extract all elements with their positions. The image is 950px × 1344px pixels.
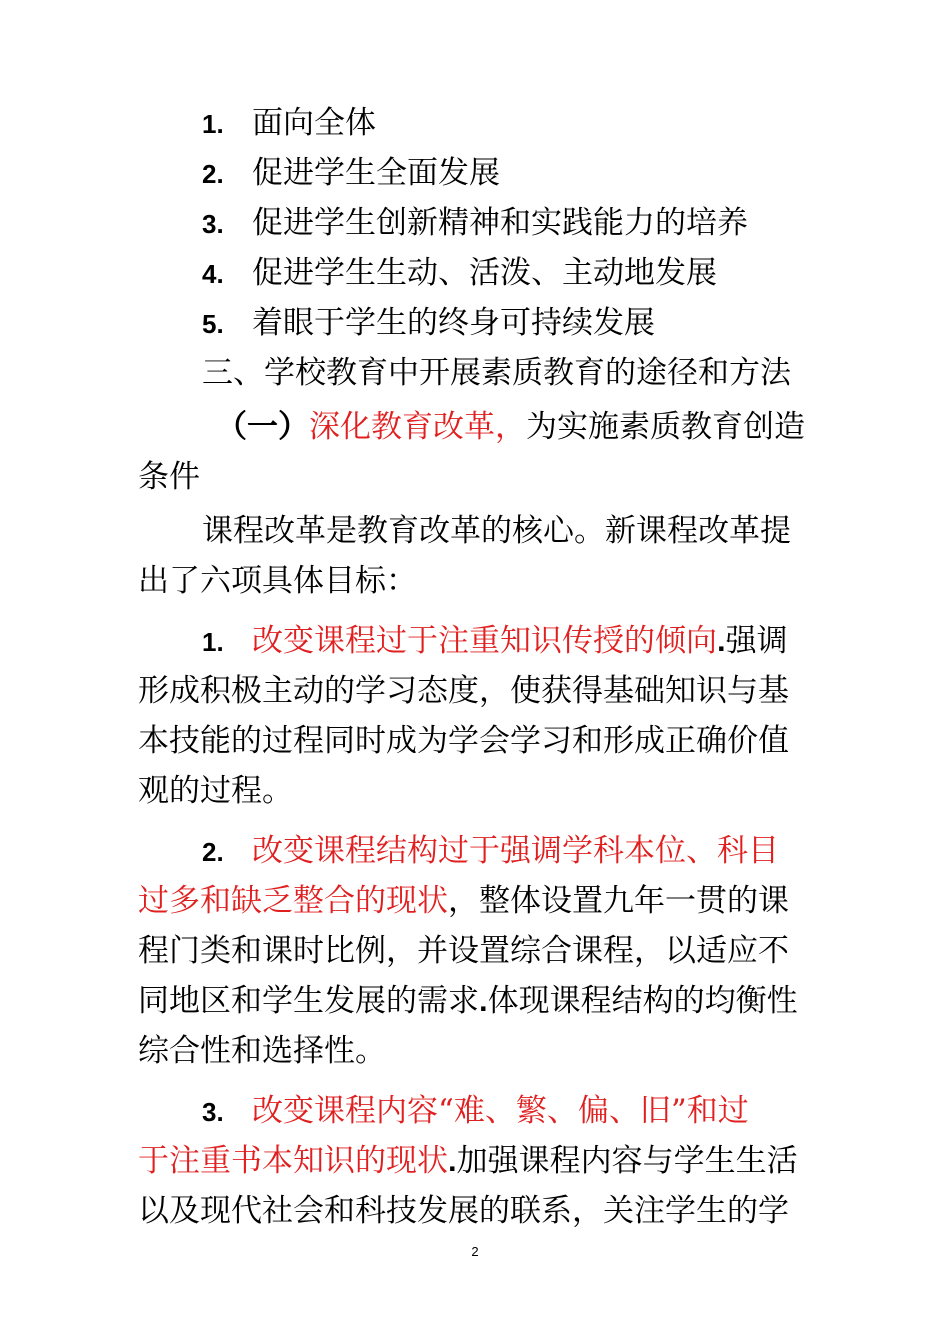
goal-highlight: 改变课程过于注重知识传授的倾向 [252, 623, 717, 659]
list-number: 4. [202, 259, 224, 289]
goal-text: 体现课程结构的均衡性 [487, 983, 798, 1019]
goal-highlight: 过多和缺乏整合的现状 [138, 883, 448, 919]
list-item [138, 148, 828, 198]
goal-line [138, 1086, 828, 1136]
subsection-label: （一） [216, 409, 309, 445]
principles-list [138, 98, 828, 348]
goal-line [138, 876, 828, 926]
goal-line [138, 1136, 828, 1186]
goal-paragraph-3 [138, 1086, 828, 1236]
list-number: 5. [202, 309, 224, 339]
goal-highlight: 于注重书本知识的现状 [138, 1143, 448, 1179]
goal-text: 强调 [725, 623, 788, 659]
goal-number: 2. [202, 837, 224, 867]
intro-paragraph-line: 出了六项具体目标： [138, 563, 417, 599]
list-text: 促进学生生动、活泼、主动地发展 [252, 255, 717, 291]
goal-line: 形成积极主动的学习态度，使获得基础知识与基 [138, 673, 789, 709]
goal-dot: . [717, 623, 726, 658]
goal-highlight: 改变课程结构过于强调学科本位、科目 [252, 833, 779, 869]
goal-line: 综合性和选择性。 [138, 1033, 386, 1069]
goal-text: ，整体设置九年一贯的课 [448, 883, 789, 919]
goal-line [138, 616, 828, 666]
goal-line: 以及现代社会和科技发展的联系，关注学生的学 [138, 1193, 789, 1229]
list-text: 面向全体 [252, 105, 376, 141]
goal-text: 加强课程内容与学生生活 [456, 1143, 798, 1179]
list-item [138, 198, 828, 248]
goal-highlight: 改变课程内容“难、繁、偏、旧”和过 [252, 1093, 749, 1129]
list-number: 1. [202, 109, 224, 139]
subsection-text-continued: 条件 [138, 459, 200, 495]
goal-dot: . [448, 1143, 457, 1178]
document-page [138, 98, 828, 1236]
list-text: 促进学生全面发展 [252, 155, 500, 191]
list-text: 着眼于学生的终身可持续发展 [252, 305, 655, 341]
goal-dot: . [479, 983, 488, 1018]
goal-paragraph-2 [138, 826, 828, 1076]
list-number: 2. [202, 159, 224, 189]
goal-line: 程门类和课时比例，并设置综合课程，以适应不 [138, 933, 789, 969]
list-item [138, 248, 828, 298]
page-number: 2 [471, 1244, 479, 1259]
goal-line [138, 826, 828, 876]
list-number: 3. [202, 209, 224, 239]
list-item [138, 298, 828, 348]
subsection-heading [138, 402, 828, 452]
subsection-highlight: 深化教育改革， [309, 409, 526, 445]
goal-paragraph-1 [138, 616, 828, 816]
list-item [138, 98, 828, 148]
section-heading: 三、学校教育中开展素质教育的途径和方法 [202, 355, 791, 391]
goal-number: 3. [202, 1097, 224, 1127]
goal-line: 本技能的过程同时成为学会学习和形成正确价值 [138, 723, 789, 759]
goal-text: 同地区和学生发展的需求 [138, 983, 479, 1019]
goal-line: 观的过程。 [138, 773, 293, 809]
goal-line [138, 976, 828, 1026]
list-text: 促进学生创新精神和实践能力的培养 [252, 205, 748, 241]
intro-paragraph-line: 课程改革是教育改革的核心。新课程改革提 [202, 513, 791, 549]
subsection-text: 为实施素质教育创造 [526, 409, 805, 445]
goal-number: 1. [202, 627, 224, 657]
